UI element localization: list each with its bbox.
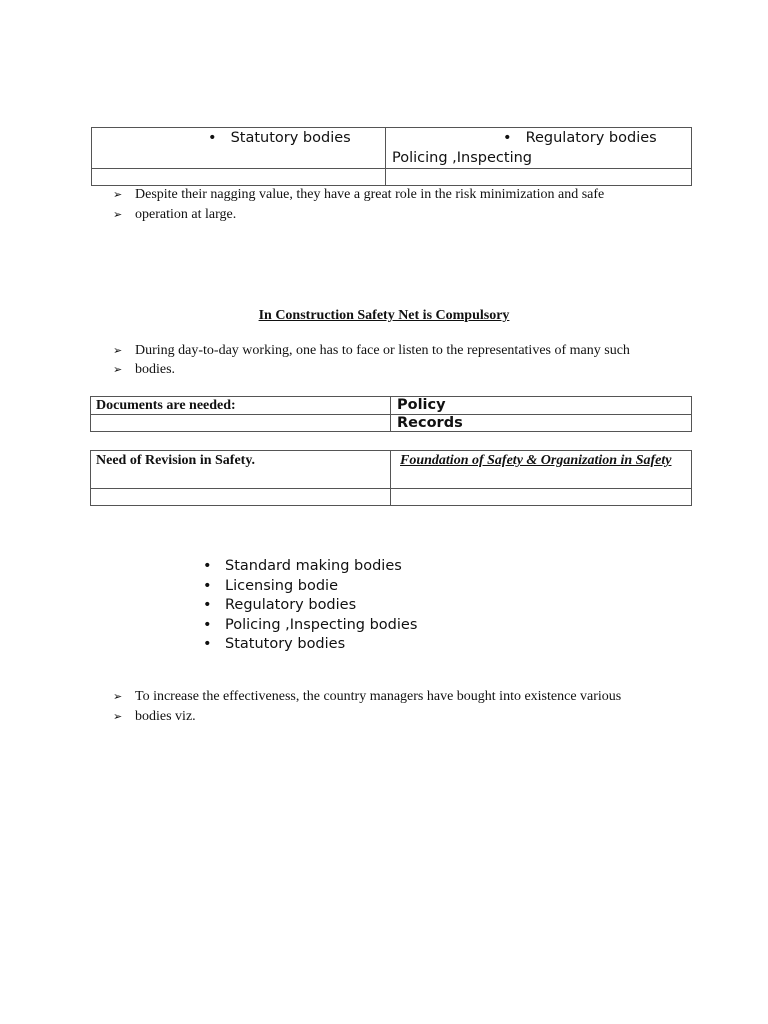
bullet-icon: • <box>203 616 212 633</box>
records-label: Records <box>397 415 463 431</box>
arrow-bullet-icon: ➢ <box>113 209 123 221</box>
list-item-label: Statutory bodies <box>225 636 346 652</box>
bodies-table <box>91 127 692 186</box>
bullet-icon: • <box>503 130 512 146</box>
arrow-bullet-icon: ➢ <box>113 711 123 723</box>
list-item <box>203 635 417 655</box>
table-cell-empty <box>92 169 386 186</box>
bullet-icon: • <box>203 558 212 574</box>
table-cell-empty <box>91 489 391 506</box>
documents-table <box>90 396 692 432</box>
table-cell-empty <box>91 415 391 432</box>
paragraph-text: During day-to-day working, one has to face or listen to the representatives of many such <box>135 343 630 358</box>
list-item-label: Regulatory bodies <box>225 597 357 613</box>
list-item <box>113 206 236 224</box>
list-item <box>113 342 630 360</box>
list-item <box>113 186 604 204</box>
paragraph-text: bodies viz. <box>135 709 196 724</box>
arrow-bullet-icon: ➢ <box>113 691 123 703</box>
list-item-label: Licensing bodie <box>225 577 339 594</box>
policy-label: Policy <box>397 397 446 413</box>
table-cell-empty <box>386 169 692 186</box>
list-item <box>113 361 175 379</box>
regulatory-bodies-label: Regulatory bodies <box>525 130 657 146</box>
list-item-label: Policing ,Inspecting bodies <box>225 616 418 633</box>
paragraph-text: Despite their nagging value, they have a great role in the risk minimization and safe <box>135 187 605 202</box>
documents-item-cell <box>391 397 692 415</box>
list-item <box>203 557 417 577</box>
documents-item-cell <box>391 415 692 432</box>
table-cell-statutory <box>92 128 386 169</box>
bullet-icon: • <box>203 636 212 652</box>
paragraph-text: bodies. <box>135 362 176 377</box>
policing-inspecting-label: Policing ,Inspecting <box>392 150 532 166</box>
paragraph-text: To increase the effectiveness, the country managers have bought into existence various <box>135 689 622 704</box>
safety-table <box>90 450 692 506</box>
section-heading: In Construction Safety Net is Compulsory <box>258 308 510 323</box>
paragraph-text: operation at large. <box>135 207 237 222</box>
table-cell-empty <box>391 489 692 506</box>
list-item <box>203 616 417 636</box>
revision-cell <box>91 451 391 489</box>
statutory-bodies-label: Statutory bodies <box>230 130 351 146</box>
bullet-icon: • <box>203 577 212 594</box>
foundation-cell <box>391 451 692 489</box>
arrow-bullet-icon: ➢ <box>113 364 123 376</box>
documents-label-cell <box>91 397 391 415</box>
bullet-icon: • <box>203 597 212 613</box>
table-cell-regulatory <box>386 128 692 169</box>
list-item <box>113 708 196 726</box>
documents-needed-label: Documents are needed: <box>96 398 236 413</box>
bodies-list <box>203 557 417 655</box>
need-of-revision-label: Need of Revision in Safety. <box>96 453 256 468</box>
list-item <box>203 596 417 616</box>
arrow-bullet-icon: ➢ <box>113 345 123 357</box>
bullet-icon: • <box>208 130 217 146</box>
list-item <box>203 577 417 597</box>
arrow-bullet-icon: ➢ <box>113 189 123 201</box>
foundation-of-safety-label: Foundation of Safety & Organization in Safety <box>400 453 672 468</box>
list-item <box>113 688 621 706</box>
list-item-label: Standard making bodies <box>225 558 402 574</box>
